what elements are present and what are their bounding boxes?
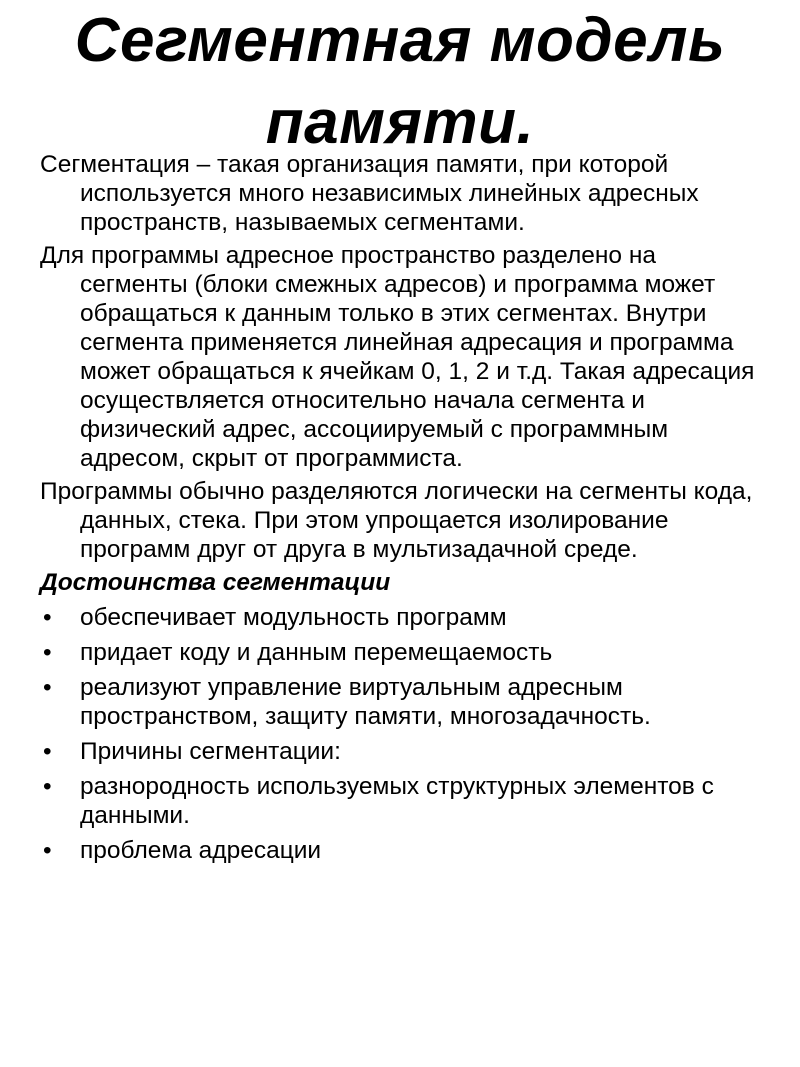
slide-body bbox=[40, 150, 770, 871]
paragraph-address-space: Для программы адресное пространство разделено на сегменты (блоки смежных адресов) и программа может обращаться к данным только в этих сегментах. Внутри сегмента применяется линейная адресация и программа может обращаться к ячейкам 0, 1, 2 и т.д. Такая адресация осуществляется относительно начала сегмента и физический адрес, ассоциируемый с программным адресом, скрыт от программиста. bbox=[40, 242, 755, 472]
list-item bbox=[40, 673, 770, 731]
slide-title bbox=[0, 0, 800, 164]
title-line-1: Сегментная модель bbox=[74, 6, 726, 75]
list-item-text: разнородность используемых структурных элементов с данными. bbox=[80, 773, 714, 829]
bullet-icon: • bbox=[43, 674, 52, 701]
list-item bbox=[40, 772, 770, 830]
list-item-text: придает коду и данным перемещаемость bbox=[80, 639, 553, 666]
bullet-icon: • bbox=[43, 738, 52, 765]
list-item-text: Причины сегментации: bbox=[80, 738, 341, 765]
paragraph-segmentation-definition: Сегментация – такая организация памяти, при которой используется много независимых линейных адресных пространств, называемых сегментами. bbox=[40, 151, 699, 236]
list-item bbox=[40, 638, 770, 667]
list-item bbox=[40, 603, 770, 632]
bullet-icon: • bbox=[43, 639, 52, 666]
list-item-text: обеспечивает модульность программ bbox=[80, 604, 507, 631]
paragraph-program-segments: Программы обычно разделяются логически на сегменты кода, данных, стека. При этом упрощается изолирование программ друг от друга в мультизадачной среде. bbox=[40, 478, 753, 563]
advantages-heading: Достоинства сегментации bbox=[40, 569, 391, 596]
list-item bbox=[40, 836, 770, 865]
list-item bbox=[40, 737, 770, 766]
list-item-text: реализуют управление виртуальным адресным пространством, защиту памяти, многозадачность. bbox=[80, 674, 651, 730]
advantages-list bbox=[40, 603, 770, 865]
bullet-icon: • bbox=[43, 604, 52, 631]
bullet-icon: • bbox=[43, 773, 52, 800]
title-line-2: памяти. bbox=[265, 88, 535, 157]
list-item-text: проблема адресации bbox=[80, 837, 322, 864]
bullet-icon: • bbox=[43, 837, 52, 864]
